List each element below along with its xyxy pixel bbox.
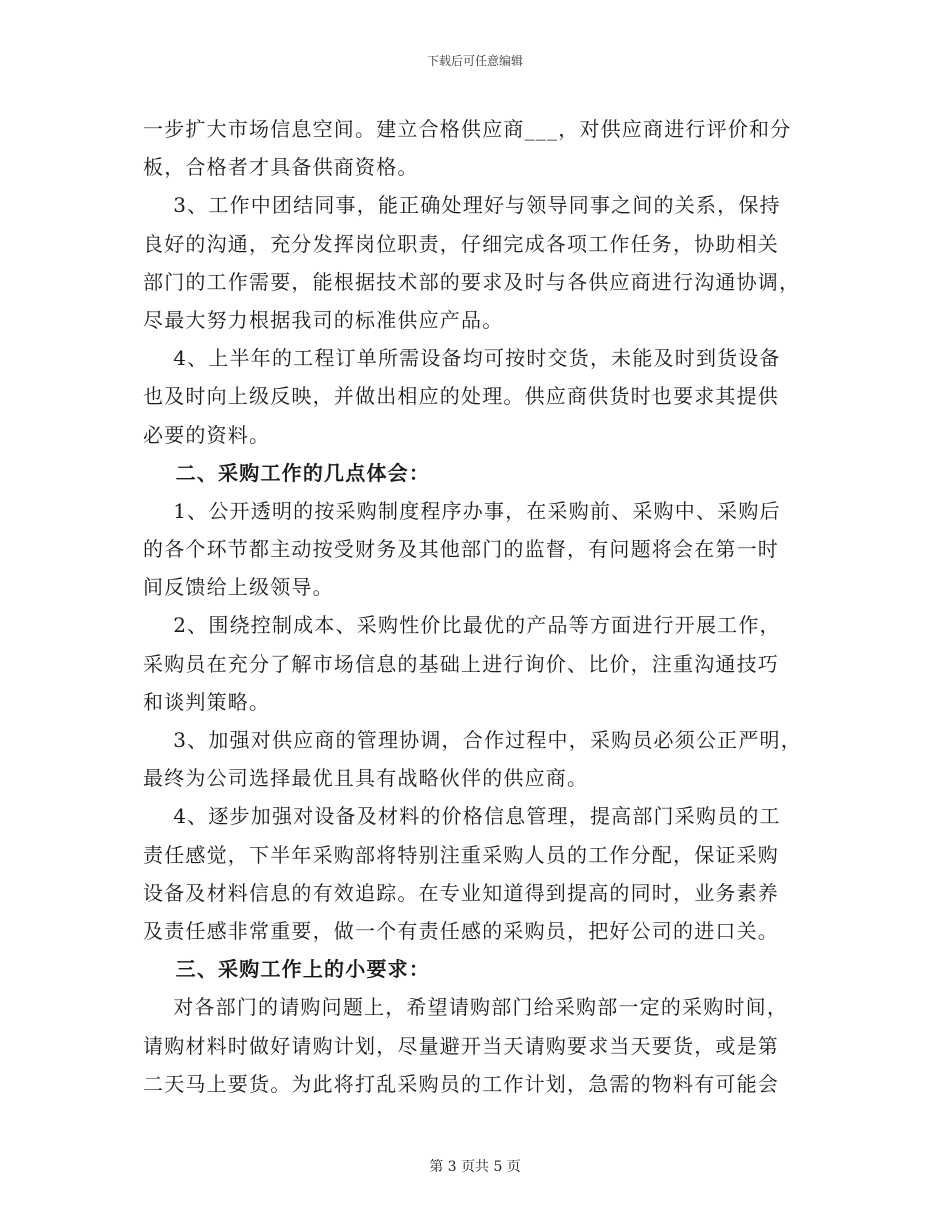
section-heading: 三、采购工作上的小要求： — [143, 957, 431, 982]
text-line: 和谈判策略。 — [143, 689, 271, 714]
section-heading: 二、采购工作的几点体会： — [143, 460, 431, 485]
text-line: 请购材料时做好请购计划，尽量避开当天请购要求当天要货，或是第 — [143, 1033, 779, 1058]
text-line: 责任感觉，下半年采购部将特别注重采购人员的工作分配，保证采购 — [143, 842, 779, 867]
page-header: 下载后可任意编辑 — [426, 54, 523, 68]
text-line: 的各个环节都主动按受财务及其他部门的监督，有问题将会在第一时 — [143, 537, 779, 562]
text-line: 二天马上要货。为此将打乱采购员的工作计划，急需的物料有可能会 — [143, 1071, 779, 1096]
text-line: 最终为公司选择最优且具有战略伙伴的供应商。 — [143, 766, 589, 791]
text-line: 尽最大努力根据我司的标准供应产品。 — [143, 307, 504, 332]
text-line: 及责任感非常重要，做一个有责任感的采购员，把好公司的进口关。 — [143, 918, 779, 943]
text-line: 3、工作中团结同事，能正确处理好与领导同事之间的关系，保持 — [143, 193, 781, 218]
text-line: 2、围绕控制成本、采购性价比最优的产品等方面进行开展工作， — [143, 613, 781, 638]
text-line: 1、公开透明的按采购制度程序办事，在采购前、采购中、采购后 — [143, 498, 781, 523]
text-line: 一步扩大市场信息空间。建立合格供应商___，对供应商进行评价和分 — [143, 117, 792, 141]
text-line: 间反馈给上级领导。 — [143, 575, 334, 600]
text-line: 4、逐步加强对设备及材料的价格信息管理，提高部门采购员的工 — [143, 804, 781, 829]
text-line: 也及时向上级反映，并做出相应的处理。供应商供货时也要求其提供 — [143, 384, 779, 409]
text-line: 部门的工作需要，能根据技术部的要求及时与各供应商进行沟通协调， — [143, 269, 801, 294]
document-body — [143, 110, 815, 1103]
page-footer: 第 3 页共 5 页 — [429, 1159, 521, 1175]
text-line: 必要的资料。 — [143, 422, 271, 447]
text-line: 良好的沟通，充分发挥岗位职责，仔细完成各项工作任务，协助相关 — [143, 231, 779, 256]
text-line: 板，合格者才具备供商资格。 — [143, 155, 419, 180]
text-line: 3、加强对供应商的管理协调，合作过程中，采购员必须公正严明， — [143, 728, 802, 752]
text-line: 设备及材料信息的有效追踪。在专业知道得到提高的同时，业务素养 — [143, 880, 779, 905]
text-line: 4、上半年的工程订单所需设备均可按时交货，未能及时到货设备 — [143, 346, 781, 371]
text-line: 采购员在充分了解市场信息的基础上进行询价、比价，注重沟通技巧 — [143, 651, 779, 676]
text-line: 对各部门的请购问题上，希望请购部门给采购部一定的采购时间， — [143, 995, 789, 1020]
